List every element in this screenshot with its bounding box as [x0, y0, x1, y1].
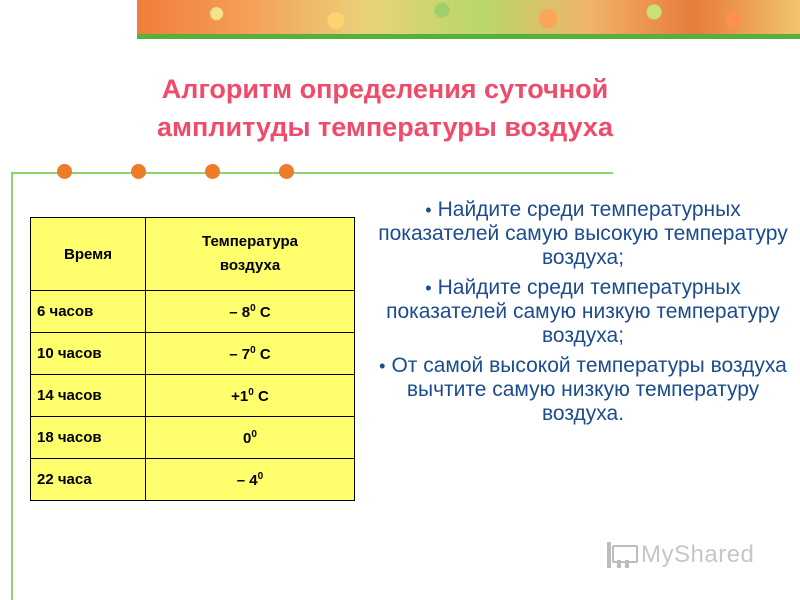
step-text: Найдите среди температурных показателей самую высокую температуру воздуха; [378, 198, 788, 269]
list-item [378, 276, 788, 348]
header-time: Время [31, 218, 146, 291]
temp-unit: С [255, 303, 271, 321]
row-time: 18 часов [31, 417, 146, 459]
row-time: 14 часов [31, 375, 146, 417]
temperature-table [30, 217, 355, 501]
list-item [378, 354, 788, 426]
title-line-2: амплитуды температуры воздуха [157, 112, 613, 142]
bullet-icon: • [425, 278, 432, 298]
step-text: Найдите среди температурных показателей самую низкую температуру воздуха; [386, 276, 780, 347]
row-temperature [146, 459, 355, 501]
decorative-dot [279, 164, 294, 179]
decorative-dot [57, 164, 72, 179]
slide-title [60, 70, 710, 146]
row-time: 10 часов [31, 333, 146, 375]
row-temperature [146, 375, 355, 417]
step-text: От самой высокой температуры воздуха вычтите самую низкую температуру воздуха. [391, 354, 787, 425]
degree-sup: 0 [251, 428, 257, 440]
row-temperature [146, 333, 355, 375]
row-time: 22 часа [31, 459, 146, 501]
temp-value: 0 [243, 429, 252, 447]
bullet-icon: • [425, 200, 432, 220]
degree-sup: 0 [250, 344, 256, 356]
temp-value: – 8 [229, 303, 251, 321]
row-temperature [146, 417, 355, 459]
temp-value: – 4 [236, 471, 258, 489]
temp-unit: С [253, 387, 269, 405]
row-temperature [146, 291, 355, 333]
frame-horizontal-line [11, 172, 613, 174]
header-temperature-line1: Температура [202, 233, 298, 250]
table-row [31, 291, 355, 333]
decorative-dot [131, 164, 146, 179]
bullet-icon: • [379, 356, 386, 376]
presentation-icon [607, 542, 635, 568]
banner-underline [137, 34, 800, 39]
decorative-banner [137, 0, 800, 34]
table-row [31, 459, 355, 501]
decorative-dot [205, 164, 220, 179]
frame-vertical-line [11, 172, 13, 600]
table-row [31, 417, 355, 459]
watermark [607, 538, 754, 572]
algorithm-steps [378, 198, 788, 432]
degree-sup: 0 [257, 470, 264, 482]
table-header-row [31, 218, 355, 291]
header-temperature-line2: воздуха [219, 257, 281, 274]
temp-value: +1 [231, 387, 249, 405]
temp-unit: С [255, 345, 271, 363]
row-time: 6 часов [31, 291, 146, 333]
temp-value: – 7 [229, 345, 251, 363]
table-row [31, 333, 355, 375]
degree-sup: 0 [248, 386, 254, 398]
watermark-text: MyShared [641, 541, 755, 568]
degree-sup: 0 [250, 302, 256, 314]
header-temperature [146, 218, 355, 291]
table-row [31, 375, 355, 417]
title-line-1: Алгоритм определения суточной [161, 74, 609, 104]
list-item [378, 198, 788, 270]
